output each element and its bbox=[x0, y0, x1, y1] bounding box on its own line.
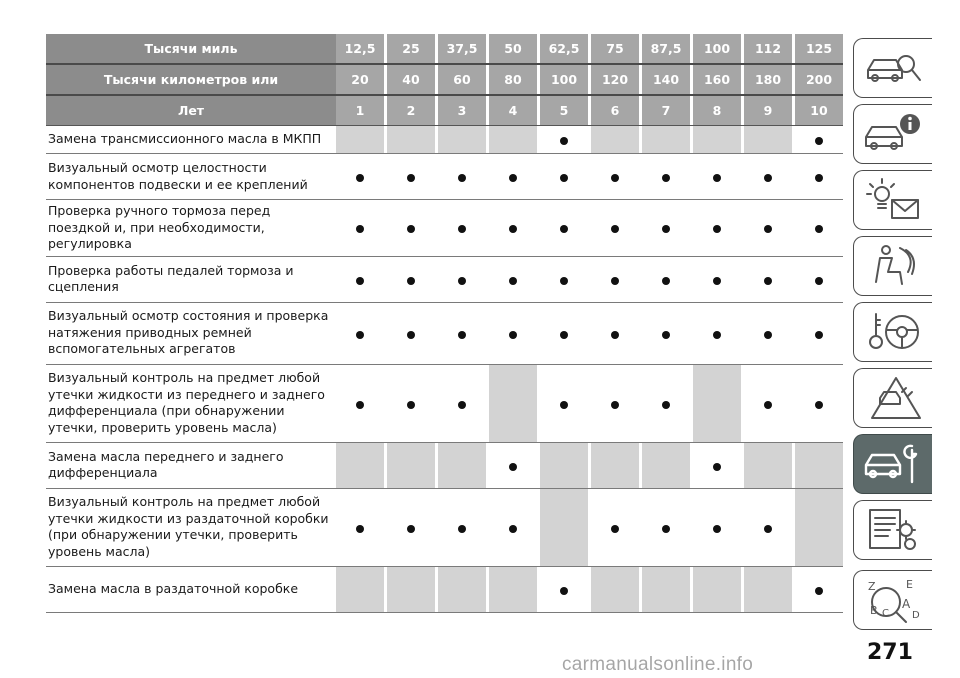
service-mark-cell bbox=[438, 302, 486, 364]
header-value: 140 bbox=[642, 64, 690, 95]
service-dot-icon bbox=[815, 174, 823, 182]
service-dot-icon bbox=[560, 174, 568, 182]
service-mark-cell bbox=[642, 364, 690, 442]
service-mark-cell bbox=[744, 488, 792, 566]
task-label: Визуальный осмотр состояния и проверка натяжения приводных ремней вспомогательных агрегатов bbox=[46, 302, 336, 364]
empty-cell bbox=[336, 442, 384, 488]
svg-text:B: B bbox=[870, 604, 878, 617]
header-value: 12,5 bbox=[336, 34, 384, 64]
header-row bbox=[46, 64, 843, 95]
service-mark-cell bbox=[336, 488, 384, 566]
service-mark-cell bbox=[336, 364, 384, 442]
alphabet-index-icon bbox=[862, 576, 924, 624]
service-mark-cell bbox=[336, 256, 384, 302]
maintenance-schedule-table bbox=[46, 34, 843, 613]
service-dot-icon bbox=[764, 174, 772, 182]
car-wrench-icon bbox=[862, 440, 924, 488]
service-dot-icon bbox=[356, 174, 364, 182]
service-dot-icon bbox=[509, 225, 517, 233]
service-mark-cell bbox=[540, 126, 588, 154]
service-dot-icon bbox=[509, 277, 517, 285]
empty-cell bbox=[591, 126, 639, 154]
service-mark-cell bbox=[744, 200, 792, 257]
side-tab-car-magnifier[interactable] bbox=[853, 38, 932, 98]
header-row bbox=[46, 95, 843, 126]
empty-cell bbox=[591, 566, 639, 612]
header-value: 7 bbox=[642, 95, 690, 126]
service-dot-icon bbox=[815, 331, 823, 339]
service-dot-icon bbox=[356, 225, 364, 233]
service-mark-cell bbox=[591, 154, 639, 200]
service-dot-icon bbox=[509, 525, 517, 533]
service-dot-icon bbox=[815, 225, 823, 233]
task-label: Проверка работы педалей тормоза и сцепления bbox=[46, 256, 336, 302]
service-mark-cell bbox=[642, 154, 690, 200]
watermark: carmanualsonline.info bbox=[562, 654, 754, 675]
service-mark-cell bbox=[540, 364, 588, 442]
service-dot-icon bbox=[560, 401, 568, 409]
header-value: 6 bbox=[591, 95, 639, 126]
page-number: 271 bbox=[867, 640, 913, 665]
document-gears-icon bbox=[862, 506, 924, 554]
service-mark-cell bbox=[693, 302, 741, 364]
header-value: 50 bbox=[489, 34, 537, 64]
empty-cell bbox=[438, 442, 486, 488]
service-mark-cell bbox=[489, 154, 537, 200]
service-mark-cell bbox=[591, 256, 639, 302]
service-dot-icon bbox=[764, 401, 772, 409]
empty-cell bbox=[387, 442, 435, 488]
schedule-header bbox=[46, 34, 843, 126]
header-label: Тысячи километров или bbox=[46, 64, 336, 95]
service-dot-icon bbox=[662, 277, 670, 285]
service-dot-icon bbox=[662, 525, 670, 533]
empty-cell bbox=[642, 442, 690, 488]
service-dot-icon bbox=[611, 174, 619, 182]
side-tab-seat-airbag[interactable] bbox=[853, 236, 932, 296]
service-dot-icon bbox=[662, 174, 670, 182]
service-dot-icon bbox=[458, 331, 466, 339]
header-value: 112 bbox=[744, 34, 792, 64]
empty-cell bbox=[744, 126, 792, 154]
header-value: 8 bbox=[693, 95, 741, 126]
service-dot-icon bbox=[356, 525, 364, 533]
car-info-icon bbox=[862, 110, 924, 158]
service-dot-icon bbox=[509, 331, 517, 339]
service-mark-cell bbox=[387, 256, 435, 302]
service-dot-icon bbox=[509, 174, 517, 182]
service-mark-cell bbox=[540, 256, 588, 302]
header-value: 87,5 bbox=[642, 34, 690, 64]
task-label: Проверка ручного тормоза перед поездкой и, при необходимости, регулировка bbox=[46, 200, 336, 257]
service-dot-icon bbox=[458, 225, 466, 233]
header-value: 200 bbox=[795, 64, 843, 95]
service-mark-cell bbox=[591, 200, 639, 257]
header-value: 75 bbox=[591, 34, 639, 64]
service-mark-cell bbox=[795, 256, 843, 302]
service-dot-icon bbox=[713, 174, 721, 182]
service-mark-cell bbox=[387, 364, 435, 442]
service-mark-cell bbox=[438, 200, 486, 257]
service-mark-cell bbox=[591, 488, 639, 566]
header-value: 5 bbox=[540, 95, 588, 126]
empty-cell bbox=[744, 566, 792, 612]
empty-cell bbox=[438, 566, 486, 612]
service-dot-icon bbox=[458, 277, 466, 285]
side-tab-car-wrench[interactable] bbox=[853, 434, 932, 494]
service-mark-cell bbox=[540, 200, 588, 257]
service-dot-icon bbox=[458, 401, 466, 409]
service-dot-icon bbox=[560, 331, 568, 339]
header-value: 10 bbox=[795, 95, 843, 126]
header-value: 9 bbox=[744, 95, 792, 126]
empty-cell bbox=[693, 364, 741, 442]
service-dot-icon bbox=[509, 463, 517, 471]
header-value: 40 bbox=[387, 64, 435, 95]
service-mark-cell bbox=[387, 488, 435, 566]
service-mark-cell bbox=[795, 566, 843, 612]
svg-text:Z: Z bbox=[868, 580, 876, 593]
task-label: Визуальный осмотр целостности компонентов подвески и ее креплений bbox=[46, 154, 336, 200]
header-value: 25 bbox=[387, 34, 435, 64]
service-mark-cell bbox=[642, 200, 690, 257]
service-mark-cell bbox=[693, 200, 741, 257]
task-label: Визуальный контроль на предмет любой утечки жидкости из переднего и заднего дифференциала (при обнаружении утечки, проверить уровень масла) bbox=[46, 364, 336, 442]
service-mark-cell bbox=[336, 302, 384, 364]
service-mark-cell bbox=[591, 364, 639, 442]
service-dot-icon bbox=[764, 525, 772, 533]
task-label: Замена масла в раздаточной коробке bbox=[46, 566, 336, 612]
table-row bbox=[46, 488, 843, 566]
service-dot-icon bbox=[611, 225, 619, 233]
empty-cell bbox=[336, 566, 384, 612]
side-tab-warning-light-envelope[interactable] bbox=[853, 170, 932, 230]
service-dot-icon bbox=[815, 137, 823, 145]
service-mark-cell bbox=[540, 302, 588, 364]
service-dot-icon bbox=[407, 174, 415, 182]
side-tab-document-gears[interactable] bbox=[853, 500, 932, 560]
table-row bbox=[46, 154, 843, 200]
service-mark-cell bbox=[336, 154, 384, 200]
service-mark-cell bbox=[744, 364, 792, 442]
empty-cell bbox=[336, 126, 384, 154]
service-mark-cell bbox=[336, 200, 384, 257]
header-value: 80 bbox=[489, 64, 537, 95]
svg-text:E: E bbox=[906, 578, 913, 591]
service-mark-cell bbox=[489, 442, 537, 488]
header-value: 60 bbox=[438, 64, 486, 95]
service-mark-cell bbox=[438, 154, 486, 200]
empty-cell bbox=[489, 566, 537, 612]
service-mark-cell bbox=[795, 200, 843, 257]
empty-cell bbox=[540, 442, 588, 488]
empty-cell bbox=[795, 488, 843, 566]
service-mark-cell bbox=[693, 256, 741, 302]
empty-cell bbox=[744, 442, 792, 488]
service-mark-cell bbox=[693, 442, 741, 488]
service-dot-icon bbox=[713, 525, 721, 533]
service-mark-cell bbox=[489, 256, 537, 302]
service-dot-icon bbox=[662, 401, 670, 409]
table-row bbox=[46, 200, 843, 257]
service-dot-icon bbox=[611, 401, 619, 409]
service-mark-cell bbox=[642, 302, 690, 364]
warning-light-envelope-icon bbox=[862, 176, 924, 224]
header-value: 2 bbox=[387, 95, 435, 126]
header-value: 160 bbox=[693, 64, 741, 95]
service-mark-cell bbox=[438, 364, 486, 442]
service-dot-icon bbox=[815, 277, 823, 285]
service-dot-icon bbox=[611, 331, 619, 339]
service-dot-icon bbox=[356, 277, 364, 285]
table-row bbox=[46, 566, 843, 612]
header-value: 4 bbox=[489, 95, 537, 126]
task-label: Визуальный контроль на предмет любой утечки жидкости из раздаточной коробки (при обнаружении утечки, проверить уровень масла) bbox=[46, 488, 336, 566]
service-mark-cell bbox=[387, 154, 435, 200]
table-row bbox=[46, 364, 843, 442]
service-dot-icon bbox=[407, 331, 415, 339]
side-tab-car-warning-triangle[interactable] bbox=[853, 368, 932, 428]
header-value: 120 bbox=[591, 64, 639, 95]
empty-cell bbox=[693, 566, 741, 612]
empty-cell bbox=[540, 488, 588, 566]
table-row bbox=[46, 256, 843, 302]
task-label: Замена масла переднего и заднего дифференциала bbox=[46, 442, 336, 488]
service-mark-cell bbox=[642, 256, 690, 302]
service-mark-cell bbox=[438, 256, 486, 302]
service-dot-icon bbox=[713, 463, 721, 471]
service-dot-icon bbox=[611, 525, 619, 533]
service-dot-icon bbox=[560, 137, 568, 145]
header-value: 62,5 bbox=[540, 34, 588, 64]
key-steering-wheel-icon bbox=[862, 308, 924, 356]
service-mark-cell bbox=[693, 488, 741, 566]
service-dot-icon bbox=[407, 277, 415, 285]
side-tab-key-steering-wheel[interactable] bbox=[853, 302, 932, 362]
service-dot-icon bbox=[713, 277, 721, 285]
service-mark-cell bbox=[489, 488, 537, 566]
empty-cell bbox=[387, 126, 435, 154]
service-dot-icon bbox=[560, 225, 568, 233]
table-row bbox=[46, 302, 843, 364]
empty-cell bbox=[438, 126, 486, 154]
empty-cell bbox=[642, 126, 690, 154]
service-dot-icon bbox=[764, 277, 772, 285]
service-dot-icon bbox=[764, 331, 772, 339]
service-mark-cell bbox=[387, 302, 435, 364]
header-value: 100 bbox=[540, 64, 588, 95]
service-mark-cell bbox=[744, 154, 792, 200]
header-value: 37,5 bbox=[438, 34, 486, 64]
service-dot-icon bbox=[560, 277, 568, 285]
service-dot-icon bbox=[458, 525, 466, 533]
empty-cell bbox=[693, 126, 741, 154]
service-mark-cell bbox=[438, 488, 486, 566]
service-dot-icon bbox=[407, 525, 415, 533]
side-tab-alphabet-index[interactable] bbox=[853, 570, 932, 630]
service-mark-cell bbox=[489, 200, 537, 257]
service-mark-cell bbox=[540, 154, 588, 200]
header-row bbox=[46, 34, 843, 64]
service-mark-cell bbox=[795, 302, 843, 364]
service-mark-cell bbox=[795, 126, 843, 154]
empty-cell bbox=[591, 442, 639, 488]
header-value: 100 bbox=[693, 34, 741, 64]
car-magnifier-icon bbox=[862, 44, 924, 92]
table-row bbox=[46, 126, 843, 154]
task-label: Замена трансмиссионного масла в МКПП bbox=[46, 126, 336, 154]
header-value: 125 bbox=[795, 34, 843, 64]
service-dot-icon bbox=[407, 225, 415, 233]
service-dot-icon bbox=[560, 587, 568, 595]
service-mark-cell bbox=[642, 488, 690, 566]
service-dot-icon bbox=[662, 331, 670, 339]
side-tab-car-info[interactable] bbox=[853, 104, 932, 164]
service-dot-icon bbox=[764, 225, 772, 233]
service-mark-cell bbox=[744, 302, 792, 364]
service-dot-icon bbox=[815, 587, 823, 595]
service-mark-cell bbox=[540, 566, 588, 612]
table-row bbox=[46, 442, 843, 488]
empty-cell bbox=[387, 566, 435, 612]
service-dot-icon bbox=[407, 401, 415, 409]
empty-cell bbox=[489, 364, 537, 442]
header-value: 3 bbox=[438, 95, 486, 126]
header-label: Тысячи миль bbox=[46, 34, 336, 64]
service-dot-icon bbox=[356, 401, 364, 409]
schedule-body bbox=[46, 126, 843, 613]
service-dot-icon bbox=[611, 277, 619, 285]
service-mark-cell bbox=[591, 302, 639, 364]
service-dot-icon bbox=[713, 331, 721, 339]
seat-airbag-icon bbox=[862, 242, 924, 290]
service-dot-icon bbox=[713, 225, 721, 233]
car-warning-triangle-icon bbox=[862, 374, 924, 422]
svg-text:C: C bbox=[882, 608, 889, 619]
empty-cell bbox=[795, 442, 843, 488]
service-dot-icon bbox=[458, 174, 466, 182]
service-dot-icon bbox=[815, 401, 823, 409]
service-mark-cell bbox=[795, 364, 843, 442]
svg-text:A: A bbox=[902, 597, 911, 611]
svg-text:D: D bbox=[912, 610, 920, 621]
service-mark-cell bbox=[795, 154, 843, 200]
empty-cell bbox=[642, 566, 690, 612]
header-value: 1 bbox=[336, 95, 384, 126]
empty-cell bbox=[489, 126, 537, 154]
header-value: 20 bbox=[336, 64, 384, 95]
service-mark-cell bbox=[744, 256, 792, 302]
service-mark-cell bbox=[489, 302, 537, 364]
service-dot-icon bbox=[356, 331, 364, 339]
header-label: Лет bbox=[46, 95, 336, 126]
service-dot-icon bbox=[662, 225, 670, 233]
service-mark-cell bbox=[693, 154, 741, 200]
service-mark-cell bbox=[387, 200, 435, 257]
header-value: 180 bbox=[744, 64, 792, 95]
